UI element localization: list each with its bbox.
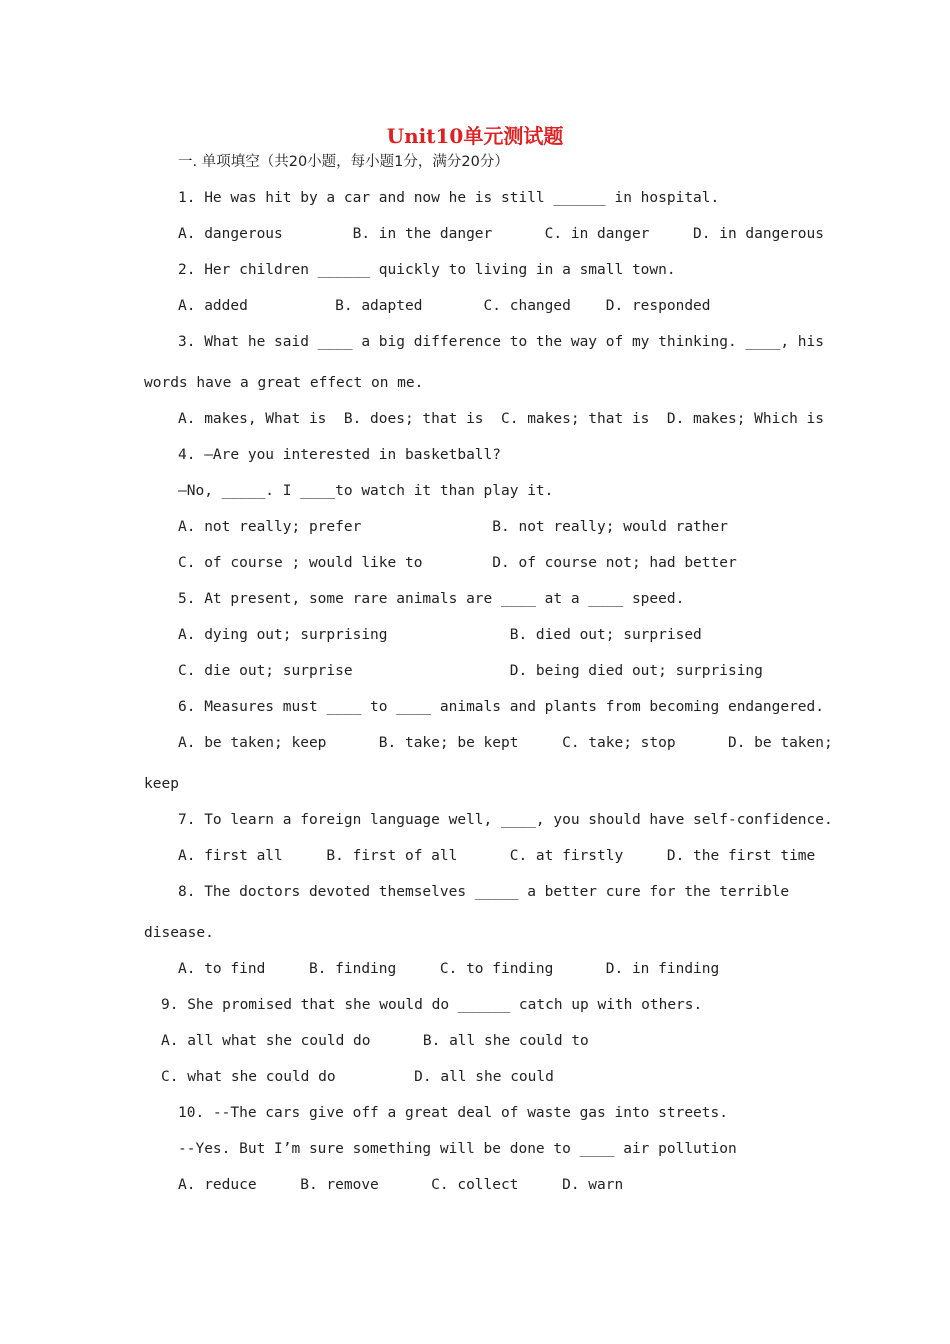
question-1: 1. He was hit by a car and now he is still ______ in hospital. (178, 190, 720, 206)
question-5: 5. At present, some rare animals are ____ at a ____ speed. (178, 591, 685, 607)
question-4: 4. —Are you interested in basketball? (178, 447, 502, 463)
question-8-options: A. to find B. finding C. to finding D. in finding (178, 961, 720, 977)
question-5-options-ab: A. dying out; surprising B. died out; surprised (178, 627, 702, 643)
question-3: 3. What he said ____ a big difference to the way of my thinking. ____, his (178, 334, 825, 350)
question-8: 8. The doctors devoted themselves _____ a better cure for the terrible (178, 884, 790, 900)
question-7-options: A. first all B. first of all C. at firstly D. the first time (178, 848, 816, 864)
section-heading: 一. 单项填空（共20小题，每小题1分，满分20分） (178, 154, 509, 170)
question-4-options-ab: A. not really; prefer B. not really; would rather (178, 519, 728, 535)
question-6-options-continued: keep (144, 776, 179, 792)
question-4-options-cd: C. of course ; would like to D. of course not; had better (178, 555, 737, 571)
question-9: 9. She promised that she would do ______ catch up with others. (161, 997, 703, 1013)
question-8-continued: disease. (144, 925, 214, 941)
question-4-response: —No, _____. I ____to watch it than play it. (178, 483, 554, 499)
question-3-continued: words have a great effect on me. (144, 375, 424, 391)
question-10: 10. --The cars give off a great deal of waste gas into streets. (178, 1105, 728, 1121)
question-10-options: A. reduce B. remove C. collect D. warn (178, 1177, 624, 1193)
page-title: Unit10单元测试题 (386, 124, 564, 148)
question-2: 2. Her children ______ quickly to living in a small town. (178, 262, 676, 278)
question-9-options-cd: C. what she could do D. all she could (161, 1069, 554, 1085)
question-10-response: --Yes. But I’m sure something will be done to ____ air pollution (178, 1141, 737, 1157)
question-9-options-ab: A. all what she could do B. all she could to (161, 1033, 589, 1049)
question-5-options-cd: C. die out; surprise D. being died out; surprising (178, 663, 763, 679)
question-6-options: A. be taken; keep B. take; be kept C. take; stop D. be taken; (178, 735, 833, 751)
question-6: 6. Measures must ____ to ____ animals and plants from becoming endangered. (178, 699, 825, 715)
question-7: 7. To learn a foreign language well, ____, you should have self-confidence. (178, 812, 833, 828)
question-3-options: A. makes, What is B. does; that is C. makes; that is D. makes; Which is (178, 411, 825, 427)
question-2-options: A. added B. adapted C. changed D. responded (178, 298, 711, 314)
question-1-options: A. dangerous B. in the danger C. in danger D. in dangerous (178, 226, 825, 242)
